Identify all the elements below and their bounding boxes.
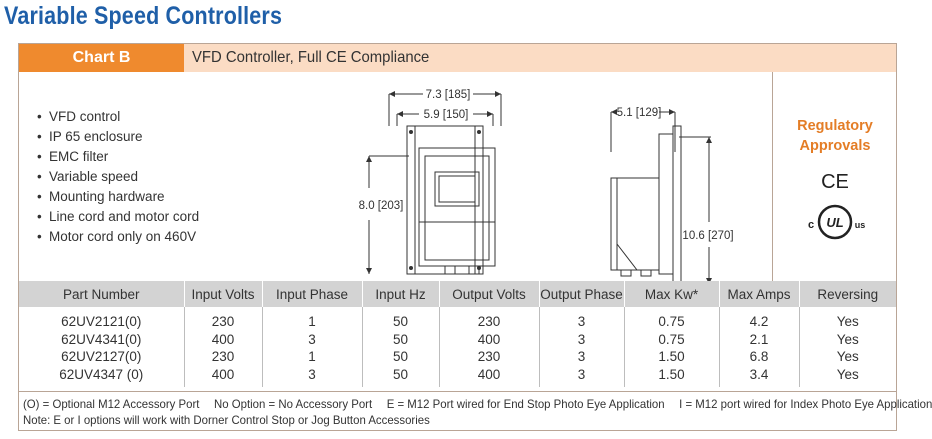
table-cell: 400 <box>184 331 262 349</box>
table-cell: 6.8 <box>719 348 799 366</box>
chart-frame <box>18 43 932 431</box>
footnote-index: I = M12 port wired for Index Photo Eye Application <box>679 397 932 411</box>
feature-list <box>37 107 199 247</box>
column-header: Output Phase <box>539 281 624 307</box>
table-cell: 400 <box>439 331 539 349</box>
table-cell: 62UV2127(0) <box>61 349 142 364</box>
dim-front-height: 8.0 [203] <box>358 200 404 212</box>
table-cell: Yes <box>799 331 896 349</box>
table-cell: 1.50 <box>624 348 719 366</box>
dimension-drawing <box>319 72 739 281</box>
footnote-end-stop: E = M12 Port wired for End Stop Photo Eye Application <box>386 397 665 411</box>
table-cell: 3 <box>539 366 624 388</box>
ce-mark-icon <box>821 170 849 192</box>
feature-item: • Variable speed <box>37 167 199 187</box>
svg-text:us: us <box>854 220 866 230</box>
footnote-line-1 <box>23 396 932 412</box>
dim-front-width-outer: 7.3 [185] <box>425 89 471 101</box>
chart-description-text: VFD Controller, Full CE Compliance <box>192 49 430 66</box>
table-cell: 1 <box>262 307 362 331</box>
table-cell: 3 <box>539 307 624 331</box>
table-row <box>19 366 896 388</box>
chart-body <box>19 72 896 281</box>
table-cell: 1 <box>262 348 362 366</box>
approvals-title-line2: Approvals <box>799 138 871 154</box>
table-cell: 230 <box>439 307 539 331</box>
table-cell: 230 <box>184 307 262 331</box>
table-cell: 3.4 <box>719 366 799 388</box>
footnotes <box>19 391 932 431</box>
column-header: Input Hz <box>362 281 439 307</box>
table-cell: 0.75 <box>624 331 719 349</box>
chart-header <box>19 44 896 72</box>
svg-text:c: c <box>807 219 815 231</box>
chart-label: Chart B <box>19 44 184 72</box>
column-header: Max Kw* <box>624 281 719 307</box>
table-cell: 4.2 <box>719 307 799 331</box>
approvals-title-line1: Regulatory <box>797 118 873 134</box>
svg-text:UL: UL <box>826 215 844 230</box>
table-cell: 50 <box>362 366 439 388</box>
table-cell: 50 <box>362 348 439 366</box>
dim-side-depth: 5.1 [129] <box>616 107 662 119</box>
table-cell: 3 <box>539 331 624 349</box>
ul-listing-mark-icon <box>803 202 867 242</box>
feature-item: • IP 65 enclosure <box>37 127 199 147</box>
table-cell: 50 <box>362 331 439 349</box>
table-cell: Yes <box>799 366 896 388</box>
column-header: Part Number <box>19 281 184 307</box>
column-header: Max Amps <box>719 281 799 307</box>
table-cell: Yes <box>799 307 896 331</box>
table-cell: 230 <box>439 348 539 366</box>
table-cell: 62UV4341(0) <box>61 331 142 347</box>
page-title: Variable Speed Controllers <box>4 2 283 30</box>
footnote-optional: (O) = Optional M12 Accessory Port <box>23 397 200 411</box>
table-cell: 400 <box>184 366 262 388</box>
table-cell: 0.75 <box>624 307 719 331</box>
dim-side-height: 10.6 [270] <box>682 230 734 242</box>
regulatory-approvals <box>772 72 896 281</box>
feature-item: • Mounting hardware <box>37 187 199 207</box>
table-cell: 1.50 <box>624 366 719 388</box>
feature-item: • Motor cord only on 460V <box>37 227 199 247</box>
table-row <box>19 331 896 349</box>
spec-table <box>19 281 896 387</box>
feature-item: • Line cord and motor cord <box>37 207 199 227</box>
footnote-no-option: No Option = No Accessory Port <box>214 397 373 411</box>
table-cell: 230 <box>184 348 262 366</box>
table-row <box>19 348 896 366</box>
table-row <box>19 307 896 331</box>
dim-front-width-inner: 5.9 [150] <box>423 109 469 121</box>
table-cell: Yes <box>799 348 896 366</box>
feature-item: • VFD control <box>37 107 199 127</box>
chart-description <box>184 44 896 72</box>
table-cell: 3 <box>262 331 362 349</box>
table-header-row <box>19 281 896 307</box>
table-cell: 2.1 <box>719 331 799 349</box>
footnote-line-2: Note: E or I options will work with Dorner Control Stop or Jog Button Accessories <box>23 413 430 427</box>
table-cell: 400 <box>439 366 539 388</box>
table-cell: 62UV2121(0) <box>61 314 142 329</box>
table-cell: 62UV4347 (0) <box>59 366 144 382</box>
column-header: Output Volts <box>439 281 539 307</box>
column-header: Input Phase <box>262 281 362 307</box>
approvals-title <box>773 116 897 156</box>
svg-text:CE: CE <box>821 171 849 193</box>
feature-item: • EMC filter <box>37 147 199 167</box>
table-cell: 3 <box>539 348 624 366</box>
table-cell: 50 <box>362 307 439 331</box>
table-cell: 3 <box>262 366 362 388</box>
column-header: Reversing <box>799 281 896 307</box>
column-header: Input Volts <box>184 281 262 307</box>
